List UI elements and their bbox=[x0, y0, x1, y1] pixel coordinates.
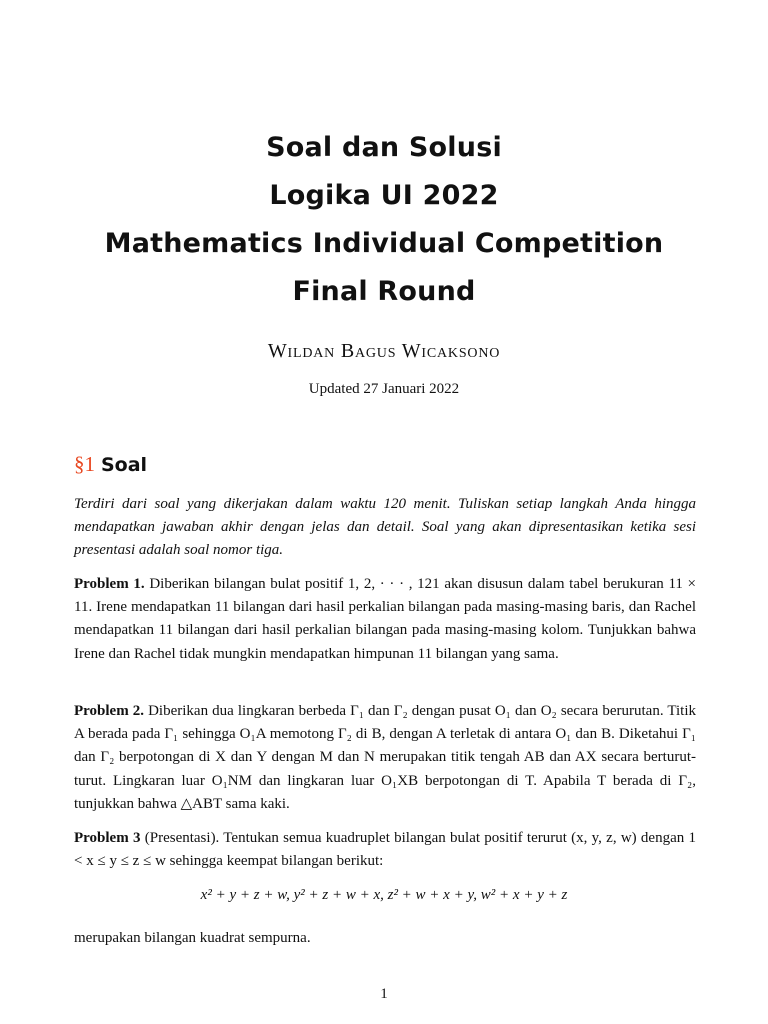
title-line-1: Soal dan Solusi bbox=[266, 132, 502, 163]
page-number: 1 bbox=[380, 986, 388, 1002]
closing-text: merupakan bilangan kuadrat sempurna. bbox=[74, 930, 311, 946]
problem-2-label: Problem 2. bbox=[74, 703, 145, 719]
display-equation: x² + y + z + w, y² + z + w + x, z² + w + x + y, w² + x + y + z bbox=[200, 887, 568, 903]
author: Wildan Bagus Wicaksono bbox=[267, 340, 501, 362]
problem-1-label: Problem 1. bbox=[74, 576, 145, 592]
date: Updated 27 Januari 2022 bbox=[308, 381, 460, 397]
section-number: §1 bbox=[74, 452, 95, 476]
title-line-4: Final Round bbox=[292, 276, 476, 307]
problem-1 bbox=[74, 573, 696, 666]
problem-2 bbox=[74, 700, 696, 816]
title-line-3: Mathematics Individual Competition bbox=[104, 228, 664, 259]
section-title: Soal bbox=[101, 454, 148, 476]
problem-3 bbox=[74, 827, 696, 873]
problem-3-text: (Presentasi). Tentukan semua kuadruplet bilangan bulat positif terurut (x, y, z, w) dengan 1 < x ≤ y ≤ z ≤ w sehingga keempat bilangan berikut: bbox=[74, 830, 697, 870]
problem-3-label: Problem 3 bbox=[74, 830, 141, 846]
problem-2-text: Diberikan dua lingkaran berbeda Γ₁ dan Γ₂ dengan pusat O₁ dan O₂ secara berurutan. Titik A berada pada Γ₁ sehingga O₁A memotong Γ₂ di B, dengan A terletak di antara O₁ dan B. Diketahui Γ₁ dan Γ₂ berpotongan di X dan Y dengan M dan N merupakan titik tengah AB dan AX secara berturut-turut. Lingkaran luar O₁NM dan lingkaran luar O₁XB berpotongan di T. Apabila T berada di Γ₂, tunjukkan bahwa △ABT sama kaki. bbox=[74, 703, 696, 812]
intro-paragraph: Terdiri dari soal yang dikerjakan dalam waktu 120 menit. Tuliskan setiap langkah Anda hingga mendapatkan jawaban akhir dengan jelas dan detail. Soal yang akan dipresentasikan ketika sesi presentasi adalah soal nomor tiga. bbox=[74, 496, 696, 559]
section-heading bbox=[74, 452, 147, 477]
title-line-2: Logika UI 2022 bbox=[269, 180, 499, 211]
problem-1-text: Diberikan bilangan bulat positif 1, 2, · · · , 121 akan disusun dalam tabel berukuran 11 × 11. Irene mendapatkan 11 bilangan dari hasil perkalian bilangan pada masing-masing baris, dan Rachel mendapatkan 11 bilangan dari hasil perkalian bilangan pada masing-masing kolom. Tunjukkan bahwa Irene dan Rachel tidak mungkin mendapatkan himpunan 11 bilangan yang sama. bbox=[74, 576, 697, 662]
